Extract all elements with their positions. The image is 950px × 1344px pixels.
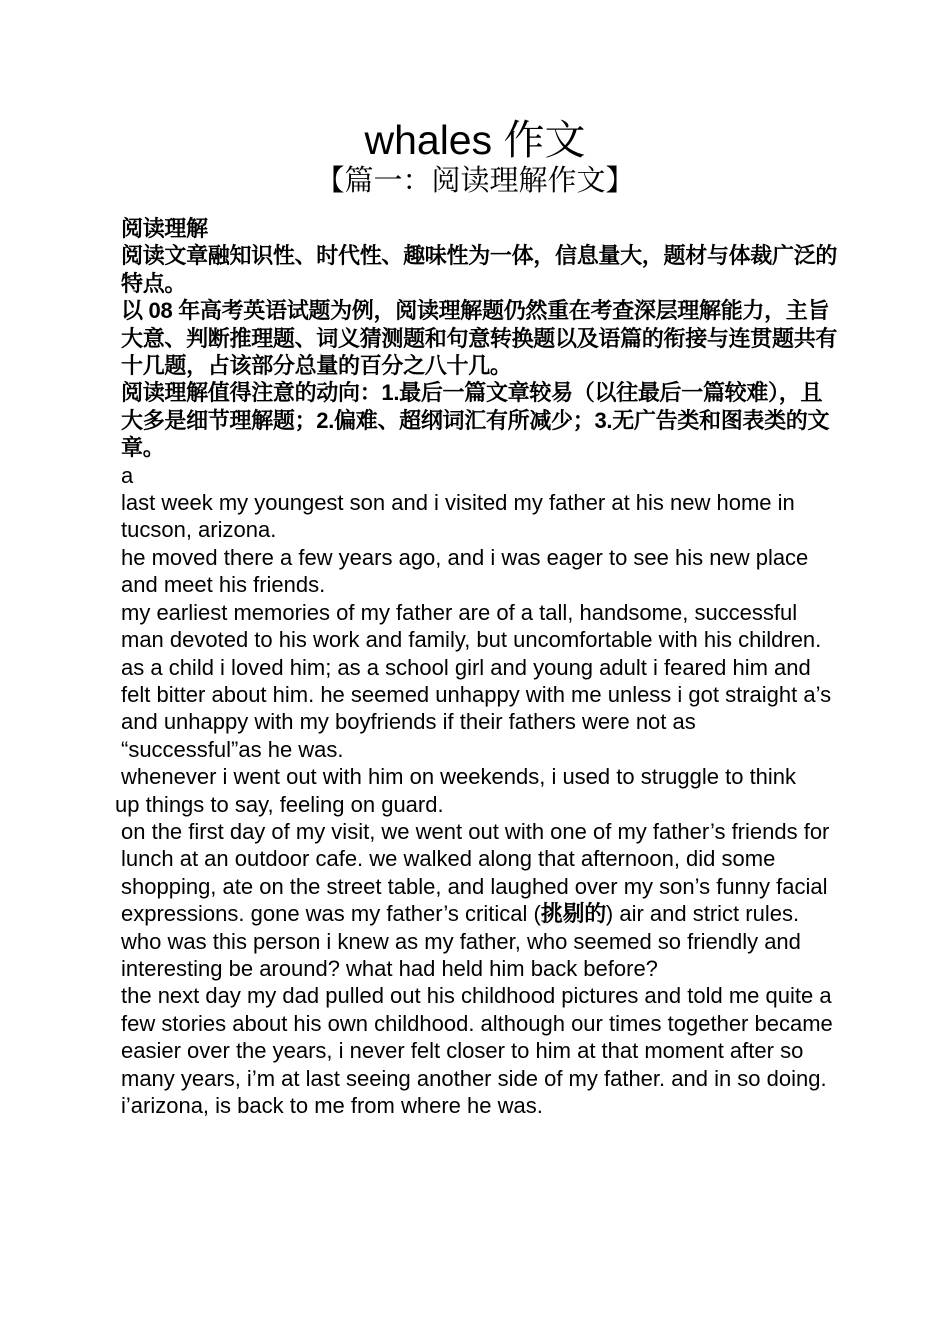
passage-paragraph: up things to say, feeling on guard.	[115, 791, 444, 817]
gloss-text: 挑剔的	[540, 901, 606, 927]
passage-label: a	[121, 462, 134, 488]
document-body	[115, 215, 840, 1119]
passage-text: ) air and strict rules. who was this person i knew as my father, who seemed so friendly and interesting be around? what had held him back before?	[121, 901, 801, 981]
passage-paragraph: he moved there a few years ago, and i was eager to see his new place and meet his friends.	[121, 544, 809, 598]
passage-text: on the first day of my visit, we went out with one of my father’s friends for lunch at an outdoor cafe. we walked along that afternoon, did some shopping, ate on the street table, and laughed over my son’s funny facial expressions. gone was my father’s critical (	[121, 818, 830, 927]
heading-reading: 阅读理解	[121, 216, 208, 241]
passage-paragraph: whenever i went out with him on weekends, i used to struggle to think	[121, 764, 797, 790]
passage-paragraph: last week my youngest son and i visited my father at his new home in tucson, arizona.	[121, 490, 795, 543]
passage-paragraph	[115, 818, 840, 982]
bold-paragraph: 阅读文章融知识性、时代性、趣味性为一体，信息量大，题材与体裁广泛的特点。	[121, 243, 838, 296]
passage-paragraph: my earliest memories of my father are of a tall, handsome, successful man devoted to his work and family, but uncomfortable with his children. as a child i loved him; as a school girl and young adult i feared him and felt bitter about him. he seemed unhappy with me unless i got straight a’s and unhappy with my boyfriends if their fathers were not as “successful”as he was.	[121, 599, 832, 762]
section-subtitle: 【篇一：阅读理解作文】	[315, 165, 635, 197]
bold-paragraph: 阅读理解值得注意的动向：1.最后一篇文章较易（以往最后一篇较难），且大多是细节理解题；2.偏难、超纲词汇有所减少；3.无广告类和图表类的文章。	[121, 380, 830, 461]
passage-paragraph: the next day my dad pulled out his childhood pictures and told me quite a few stories about his own childhood. although our times together became easier over the years, i never felt closer to him at that moment after so many years, i’m at last seeing another side of my father. and in so doing. i’arizona, is back to me from where he was.	[121, 983, 833, 1118]
bold-paragraph: 以 08 年高考英语试题为例，阅读理解题仍然重在考查深层理解能力，主旨大意、判断推理题、词义猜测题和句意转换题以及语篇的衔接与连贯题共有十几题，占该部分总量的百分之八十几。	[121, 298, 838, 379]
page-title: whales 作文	[364, 117, 586, 163]
